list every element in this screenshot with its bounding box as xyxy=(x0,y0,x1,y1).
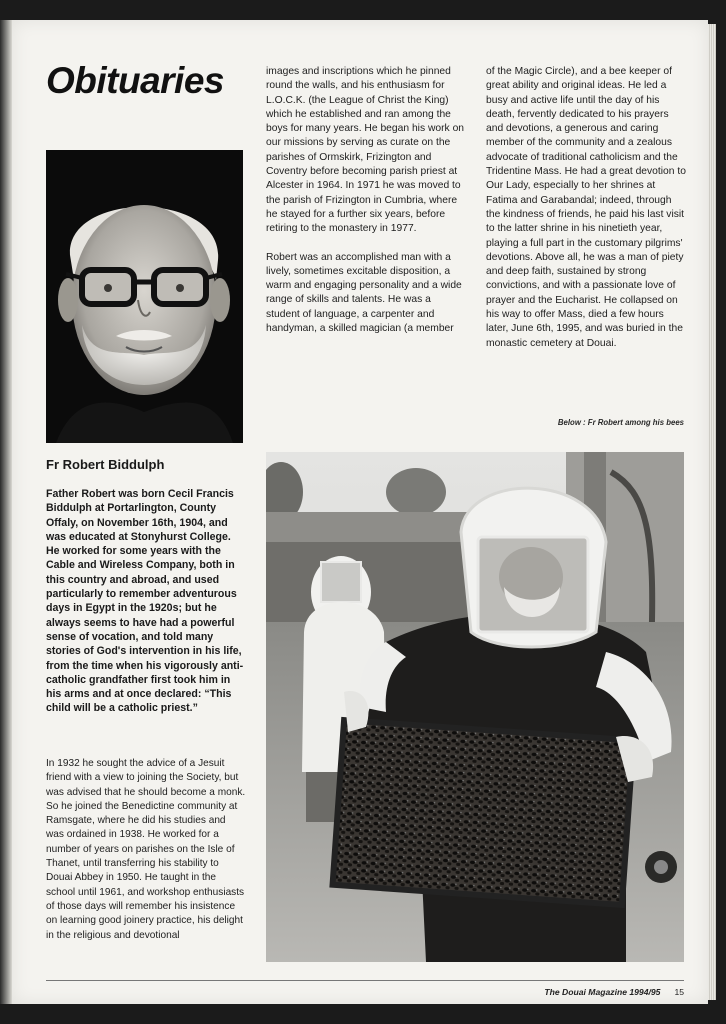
portrait-illustration xyxy=(46,150,243,443)
column-right-paragraph: of the Magic Circle), and a bee keeper of great ability and original ideas. He led a busy and active life until the day of his death, fervently dedicated to his prayers and devotions, a generous and caring member of the community and a zealous advocate of traditional catholicism and the Tridentine Mass. He had a great devotion to Our Lady, especially to her shrines at Fatima and Garabandal; indeed, through the kindness of friends, he paid his last visit to the latter shrine in his ninetieth year, playing a full part in the customary pilgrims' devotions. Above all, he was a man of piety and deep faith, sustained by strong convictions, and with a passionate love of prayer and the Eucharist. He collapsed on his way to offer Mass, died a few hours later, June 6th, 1995, and was buried in the monastic cemetery at Douai. xyxy=(486,66,686,349)
column-middle xyxy=(266,65,466,350)
body-paragraph: In 1932 he sought the advice of a Jesuit friend with a view to joining the Society, but was advised that he should become a monk. So he joined the Benedictine community at Ramsgate, where he did his studies and was ordained in 1938. He worked for a number of years on parishes on the Isle of Thanet, until transferring his stability to Douai Abbey in 1950. He taught in the school until 1961, and workshop enthusiasts of those days will remember his insistence on learning good joinery practice, his delight in the religious and devotional xyxy=(46,758,246,941)
portrait-photo xyxy=(46,150,243,443)
article-heading: Fr Robert Biddulph xyxy=(46,457,165,472)
lead-paragraph: Father Robert was born Cecil Francis Biddulph at Portarlington, County Offaly, on November 16th, 1904, and was educated at Stonyhurst College. He worked for some years with the Cable and Wireless Company, both in this country and abroad, and used particularly to remember adventurous days in Egypt in the 1920s; but he always seems to have had a powerful sense of vocation, and told many stories of God's intervention in his life, from the time when his vigorously anti-catholic grandfather first took him in his arms and at once declared: “This child will be a catholic priest.” xyxy=(46,488,244,715)
book-spine-shadow xyxy=(0,20,12,1004)
column-middle-paragraph-1: images and inscriptions which he pinned round the walls, and his enthusiasm for L.O.C.K. (the League of Christ the King) which he established and ran among the boys for many years. He began his work on our missions by serving as curate on the parishes of Ormskirk, Frizington and Coventry before becoming parish priest at Alcester in 1964. In 1971 he was moved to the parish of Frizington in Cumbria, where he stayed for a further six years, before retiring to the monastery in 1977. xyxy=(266,66,465,235)
beekeeping-photo xyxy=(266,452,684,962)
photo-caption: Below : Fr Robert among his bees xyxy=(557,418,684,427)
column-right xyxy=(486,65,686,365)
page-number: 15 xyxy=(674,987,684,997)
magazine-name: The Douai Magazine 1994/95 xyxy=(544,987,661,997)
beekeeping-illustration xyxy=(266,452,684,962)
footer-rule xyxy=(46,980,684,981)
page-footer xyxy=(544,987,684,997)
page-title: Obituaries xyxy=(46,60,224,101)
column-middle-paragraph-2: Robert was an accomplished man with a lively, sometimes excitable disposition, a warm and engaging personality and a wide range of skills and talents. He was a student of language, a carpenter and handyman, a skilled magician (a member xyxy=(266,251,462,335)
